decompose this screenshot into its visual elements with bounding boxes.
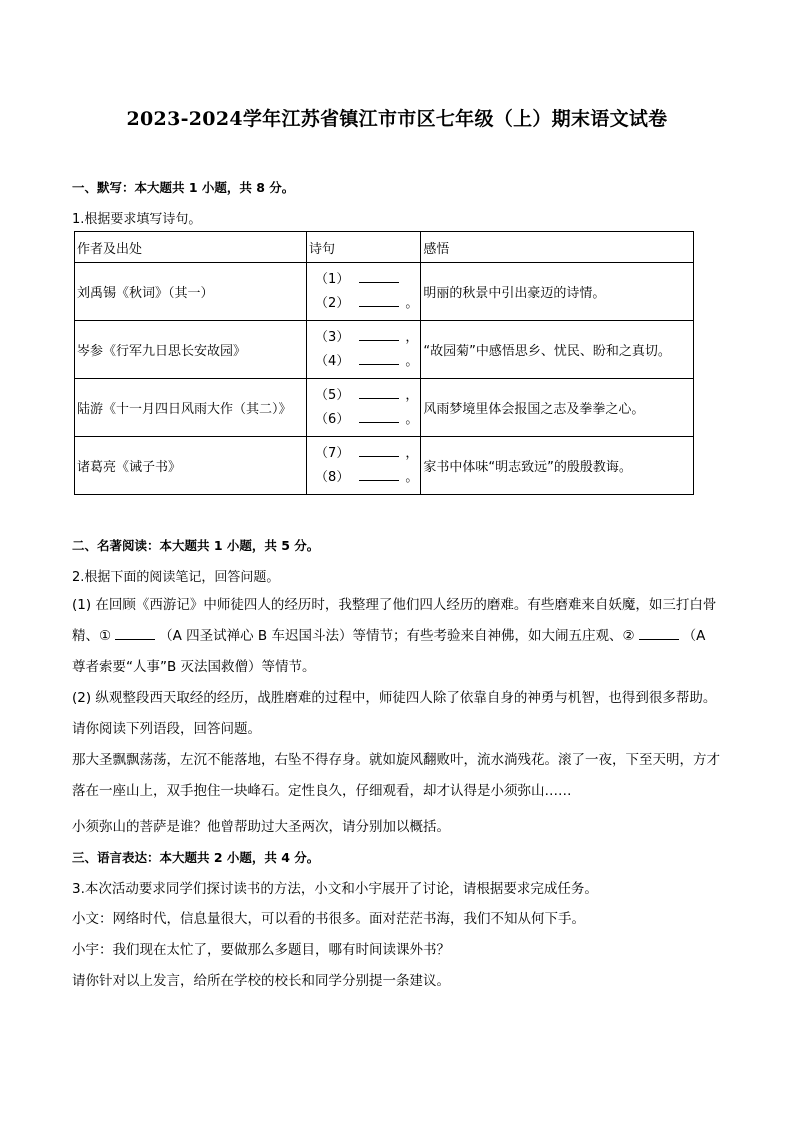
- table-row: [75, 437, 694, 495]
- question2-prompt: 小须弥山的菩萨是谁？他曾帮助过大圣两次，请分别加以概括。: [72, 819, 450, 835]
- slot-punct: 。: [405, 411, 419, 427]
- slot-punct: 。: [405, 353, 419, 369]
- row-insight: 风雨梦境里体会报国之志及拳拳之心。: [421, 379, 694, 437]
- verse-slot[interactable]: [309, 442, 418, 466]
- section1-heading: 一、默写：本大题共 1 小题，共 8 分。: [72, 180, 295, 195]
- slot-number: （5）: [315, 387, 350, 403]
- row-source: 陆游《十一月四日风雨大作（其二）》: [75, 379, 307, 437]
- answer-blank[interactable]: [359, 353, 399, 365]
- reading-note-part1: [72, 590, 722, 683]
- slot-number: （4）: [315, 353, 350, 369]
- verse-slot[interactable]: [309, 326, 418, 350]
- table-row: [75, 379, 694, 437]
- slot-punct: 。: [405, 295, 419, 311]
- answer-blank[interactable]: [359, 445, 399, 457]
- header-insight: 感悟: [421, 232, 694, 263]
- question3-task: 请你针对以上发言，给所在学校的校长和同学分别提一条建议。: [72, 973, 450, 989]
- row-insight: “故园菊”中感悟思乡、忧民、盼和之真切。: [421, 321, 694, 379]
- section2-heading: 二、名著阅读：本大题共 1 小题，共 5 分。: [72, 538, 320, 553]
- header-verse: 诗句: [307, 232, 421, 263]
- answer-blank-2[interactable]: [639, 627, 679, 640]
- note-text: (1) 在回顾《西游记》中师徒四人的经历时，我整理了他们四人经历的磨难。有些磨难来自妖魔，如三打白骨精、①: [72, 597, 717, 644]
- verse-slot[interactable]: [309, 408, 418, 432]
- row-verse-slots: [307, 321, 421, 379]
- verse-slot[interactable]: [309, 350, 418, 374]
- slot-punct: ，: [405, 329, 419, 345]
- section3-heading: 三、语言表达：本大题共 2 小题，共 4 分。: [72, 850, 320, 865]
- note-text: （A 尊者索要“人事”B 灭法国救僧）等情节。: [72, 628, 706, 675]
- row-verse-slots: [307, 263, 421, 321]
- verse-slot[interactable]: [309, 466, 418, 490]
- dialogue-xiaoyu: 小宇：我们现在太忙了，要做那么多题目，哪有时间读课外书？: [72, 942, 450, 958]
- slot-number: （2）: [315, 295, 350, 311]
- slot-number: （6）: [315, 411, 350, 427]
- verse-slot[interactable]: [309, 292, 418, 316]
- row-insight: 明丽的秋景中引出豪迈的诗情。: [421, 263, 694, 321]
- answer-blank[interactable]: [359, 469, 399, 481]
- table-header-row: [75, 232, 694, 263]
- slot-number: （1）: [315, 271, 350, 287]
- row-verse-slots: [307, 379, 421, 437]
- question2-text: 2.根据下面的阅读笔记，回答问题。: [72, 570, 280, 585]
- table-row: [75, 321, 694, 379]
- exam-title: 2023-2024学年江苏省镇江市市区七年级（上）期末语文试卷: [126, 108, 668, 130]
- question1-text: 1.根据要求填写诗句。: [72, 212, 202, 227]
- slot-punct: ，: [405, 445, 419, 461]
- slot-punct: 。: [405, 469, 419, 485]
- note-text: （A 四圣试禅心 B 车迟国斗法）等情节；有些考验来自神佛，如大闹五庄观、②: [159, 628, 635, 644]
- verse-slot[interactable]: [309, 384, 418, 408]
- answer-blank[interactable]: [359, 329, 399, 341]
- row-source: 岑参《行军九日思长安故园》: [75, 321, 307, 379]
- dialogue-xiaowen: 小文：网络时代，信息量很大，可以看的书很多。面对茫茫书海，我们不知从何下手。: [72, 911, 585, 927]
- quoted-passage: 那大圣飘飘荡荡，左沉不能落地，右坠不得存身。就如旋风翻败叶，流水淌残花。滚了一夜，下至天明，方才落在一座山上，双手抱住一块峰石。定性良久，仔细观看，却才认得是小须弥山……: [72, 752, 720, 799]
- answer-blank[interactable]: [359, 411, 399, 423]
- answer-blank-1[interactable]: [115, 627, 155, 640]
- row-verse-slots: [307, 437, 421, 495]
- row-insight: 家书中体味“明志致远”的殷殷教诲。: [421, 437, 694, 495]
- verse-slot[interactable]: [309, 268, 418, 292]
- question3-text: 3.本次活动要求同学们探讨读书的方法，小文和小宇展开了讨论，请根据要求完成任务。: [72, 881, 598, 897]
- header-source: 作者及出处: [75, 232, 307, 263]
- slot-number: （8）: [315, 469, 350, 485]
- slot-punct: ，: [405, 387, 419, 403]
- row-source: 刘禹锡《秋词》（其一）: [75, 263, 307, 321]
- reading-note-part2: (2) 纵观整段西天取经的经历，战胜磨难的过程中，师徒四人除了依靠自身的神勇与机智，也得到很多帮助。请你阅读下列语段，回答问题。: [72, 690, 717, 737]
- answer-blank[interactable]: [359, 387, 399, 399]
- slot-number: （7）: [315, 445, 350, 461]
- answer-blank[interactable]: [359, 295, 399, 307]
- poem-table: [74, 231, 694, 495]
- slot-number: （3）: [315, 329, 350, 345]
- row-source: 诸葛亮《诫子书》: [75, 437, 307, 495]
- table-row: [75, 263, 694, 321]
- answer-blank[interactable]: [359, 271, 399, 283]
